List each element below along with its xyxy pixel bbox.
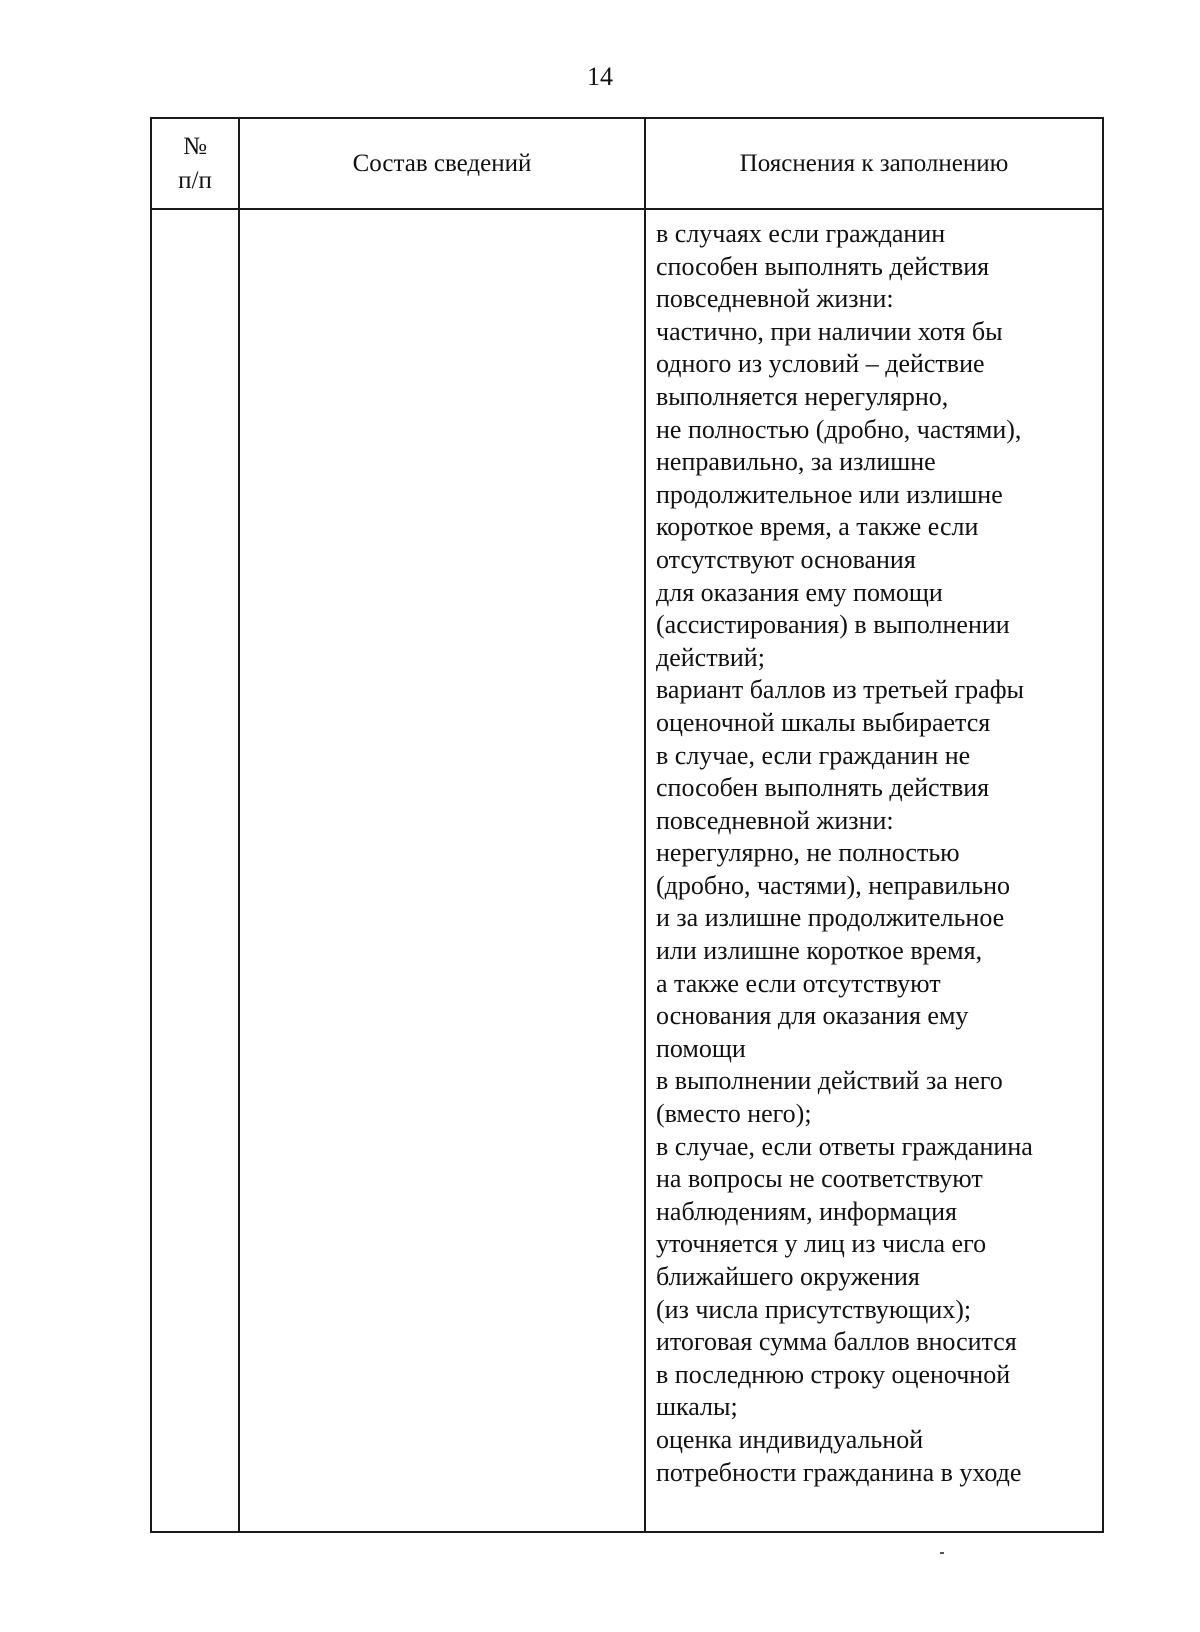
explanation-line: отсутствуют основания bbox=[656, 544, 916, 574]
page-number: 14 bbox=[587, 62, 613, 91]
explanation-line: неправильно, за излишне bbox=[656, 447, 936, 477]
column-divider-1 bbox=[238, 119, 240, 1531]
header-number-abbrev: п/п bbox=[178, 166, 212, 194]
explanation-line: вариант баллов из третьей графы bbox=[656, 675, 1025, 705]
header-divider bbox=[152, 208, 1102, 210]
explanation-line: способен выполнять действия bbox=[656, 773, 990, 803]
explanation-line: способен выполнять действия bbox=[656, 251, 990, 281]
explanation-line: оценка индивидуальной bbox=[656, 1424, 924, 1454]
explanation-line: помощи bbox=[656, 1033, 746, 1063]
header-composition: Состав сведений bbox=[352, 149, 532, 177]
explanation-line: выполняется нерегулярно, bbox=[656, 381, 949, 411]
header-number-symbol: № bbox=[183, 132, 207, 160]
scan-artifact bbox=[940, 1552, 944, 1554]
explanation-line: одного из условий – действие bbox=[656, 349, 985, 379]
explanation-line: повседневной жизни: bbox=[656, 805, 894, 835]
explanation-line: в последнюю строку оценочной bbox=[656, 1359, 1011, 1389]
explanation-line: уточняется у лиц из числа его bbox=[656, 1229, 987, 1259]
assessment-table bbox=[150, 117, 1104, 1533]
header-number bbox=[152, 119, 238, 208]
explanation-line: потребности гражданина в уходе bbox=[656, 1457, 1022, 1487]
explanation-line: (ассистирования) в выполнении bbox=[656, 610, 1010, 640]
explanation-line: в случае, если гражданин не bbox=[656, 740, 971, 770]
explanation-line: или излишне короткое время, bbox=[656, 936, 983, 966]
column-divider-2 bbox=[644, 119, 646, 1531]
explanation-line: действий; bbox=[656, 642, 765, 672]
explanation-line: повседневной жизни: bbox=[656, 284, 894, 314]
explanation-line: оценочной шкалы выбирается bbox=[656, 707, 991, 737]
explanation-line: в выполнении действий за него bbox=[656, 1066, 1003, 1096]
explanation-line: ближайшего окружения bbox=[656, 1262, 920, 1291]
explanation-line: шкалы; bbox=[656, 1392, 738, 1422]
explanation-line: в случае, если ответы гражданина bbox=[656, 1131, 1033, 1161]
header-explanations: Пояснения к заполнению bbox=[739, 149, 1009, 177]
explanation-line: наблюдениям, информация bbox=[656, 1196, 958, 1226]
explanation-line: продолжительное или излишне bbox=[656, 479, 1003, 509]
explanation-line: (вместо него); bbox=[656, 1099, 812, 1129]
explanation-line: не полностью (дробно, частями), bbox=[656, 414, 1022, 444]
explanation-line: и за излишне продолжительное bbox=[656, 903, 1005, 933]
explanation-line: на вопросы не соответствуют bbox=[656, 1164, 983, 1194]
explanation-line: нерегулярно, не полностью bbox=[656, 838, 960, 868]
explanation-line: для оказания ему помощи bbox=[656, 577, 943, 607]
explanation-line: в случаях если гражданин bbox=[656, 219, 946, 248]
explanation-cell bbox=[656, 218, 1100, 1489]
explanation-line: итоговая сумма баллов вносится bbox=[656, 1327, 1017, 1357]
explanation-line: частично, при наличии хотя бы bbox=[656, 316, 1003, 346]
explanation-line: короткое время, а также если bbox=[656, 512, 979, 542]
explanation-line: (дробно, частями), неправильно bbox=[656, 870, 1011, 900]
explanation-line: (из числа присутствующих); bbox=[656, 1294, 972, 1324]
explanation-line: основания для оказания ему bbox=[656, 1001, 969, 1031]
explanation-line: а также если отсутствуют bbox=[656, 968, 941, 998]
